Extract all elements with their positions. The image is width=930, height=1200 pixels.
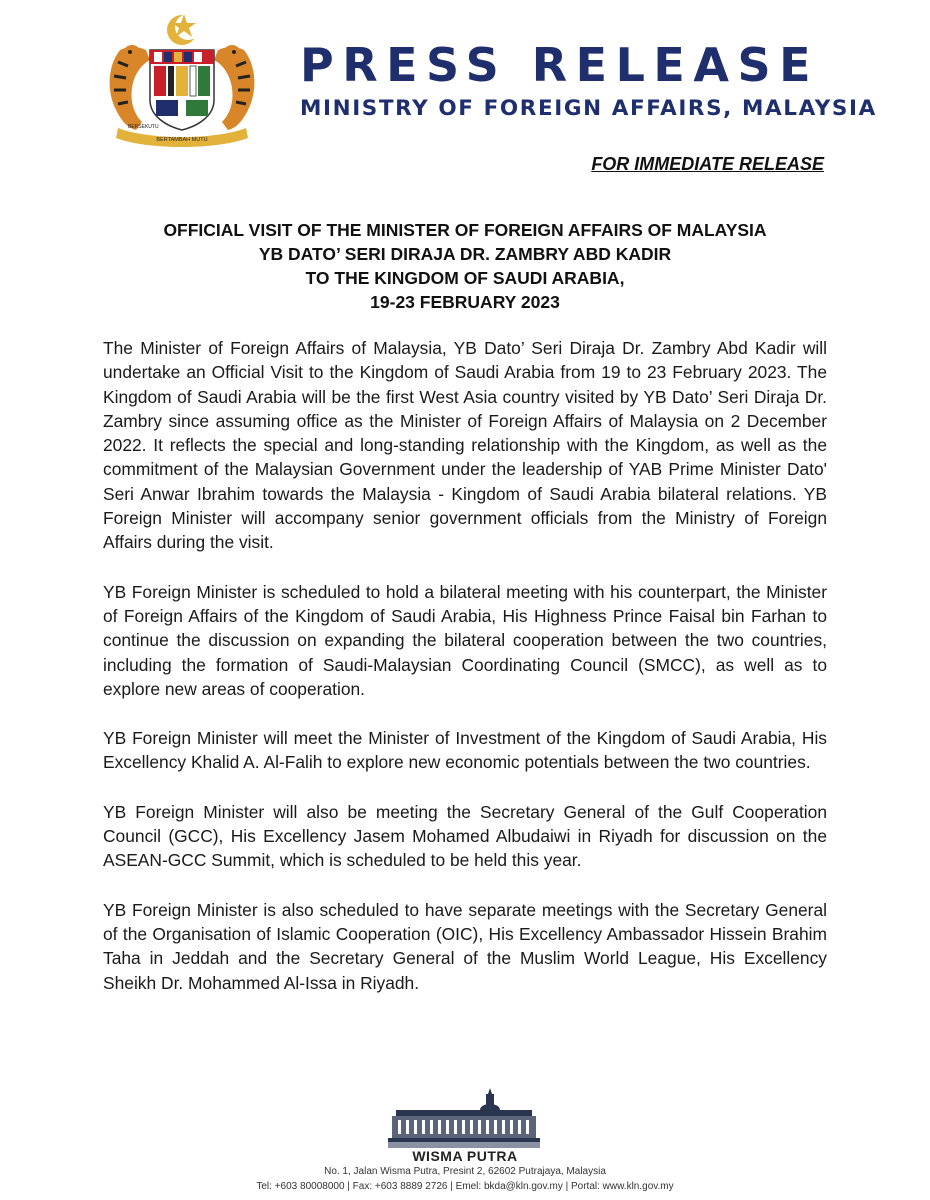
heading-line-4: 19-23 FEBRUARY 2023 — [370, 292, 560, 312]
release-label: FOR IMMEDIATE RELEASE — [591, 154, 824, 174]
footer-address: No. 1, Jalan Wisma Putra, Presint 2, 62602 Putrajaya, Malaysia — [324, 1166, 606, 1177]
document-heading — [0, 218, 930, 314]
paragraph: YB Foreign Minister is also scheduled to have separate meetings with the Secretary General of the Organisation of Islamic Cooperation (OIC), His Excellency Ambassador Hissein Brahim Taha in Jeddah and the Secretary General of the Muslim World League, His Excellency Sheikh Dr. Mohammed Al-Issa in Riyadh. — [103, 899, 827, 993]
svg-text:BERTAMBAH MUTU: BERTAMBAH MUTU — [156, 137, 208, 143]
footer-contact: Tel: +603 80008000 | Fax: +603 8889 2726 | Emel: bkda@kln.gov.my | Portal: www.kln.gov.my — [256, 1181, 674, 1192]
heading-line-2: YB DATO’ SERI DIRAJA DR. ZAMBRY ABD KADIR — [258, 244, 672, 264]
press-release-title: PRESS RELEASE — [300, 38, 819, 92]
paragraph: YB Foreign Minister will also be meeting the Secretary General of the Gulf Cooperation Council (GCC), His Excellency Jasem Mohamed Albudaiwi in Riyadh for discussion on the ASEAN-GCC Summit, which is scheduled to be held this year. — [103, 801, 827, 871]
press-release-body — [103, 336, 827, 1020]
ministry-subtitle: MINISTRY OF FOREIGN AFFAIRS, MALAYSIA — [300, 96, 877, 121]
paragraph: YB Foreign Minister is scheduled to hold a bilateral meeting with his counterpart, the Minister of Foreign Affairs of the Kingdom of Saudi Arabia, His Highness Prince Faisal bin Farhan to continue the discussion on expanding the bilateral cooperation between the two countries, including the formation of Saudi-Malaysian Coordinating Council (SMCC), as well as to explore new areas of cooperation. — [103, 581, 827, 699]
wisma-putra-building-icon — [388, 1088, 540, 1150]
heading-line-1: OFFICIAL VISIT OF THE MINISTER OF FOREIGN AFFAIRS OF MALAYSIA — [163, 220, 767, 240]
heading-line-3: TO THE KINGDOM OF SAUDI ARABIA, — [305, 268, 625, 288]
coat-of-arms-logo — [98, 10, 266, 150]
footer-name: WISMA PUTRA — [412, 1148, 518, 1164]
svg-text:BERSEKUTU: BERSEKUTU — [128, 124, 159, 130]
paragraph: YB Foreign Minister will meet the Minister of Investment of the Kingdom of Saudi Arabia, His Excellency Khalid A. Al-Falih to explore new economic potentials between the two countries. — [103, 728, 827, 773]
paragraph: The Minister of Foreign Affairs of Malaysia, YB Dato’ Seri Diraja Dr. Zambry Abd Kadir will undertake an Official Visit to the Kingdom of Saudi Arabia from 19 to 23 February 2023. The Kingdom of Saudi Arabia will be the first West Asia country visited by YB Dato’ Seri Diraja Dr. Zambry since assuming office as the Minister of Foreign Affairs of Malaysia on 2 December 2022. It reflects the special and long-standing relationship with the Kingdom, as well as the commitment of the Malaysian Government under the leadership of YAB Prime Minister Dato' Seri Anwar Ibrahim towards the Malaysia - Kingdom of Saudi Arabia bilateral relations. YB Foreign Minister will accompany senior government officials from the Ministry of Foreign Affairs during the visit. — [103, 338, 827, 553]
